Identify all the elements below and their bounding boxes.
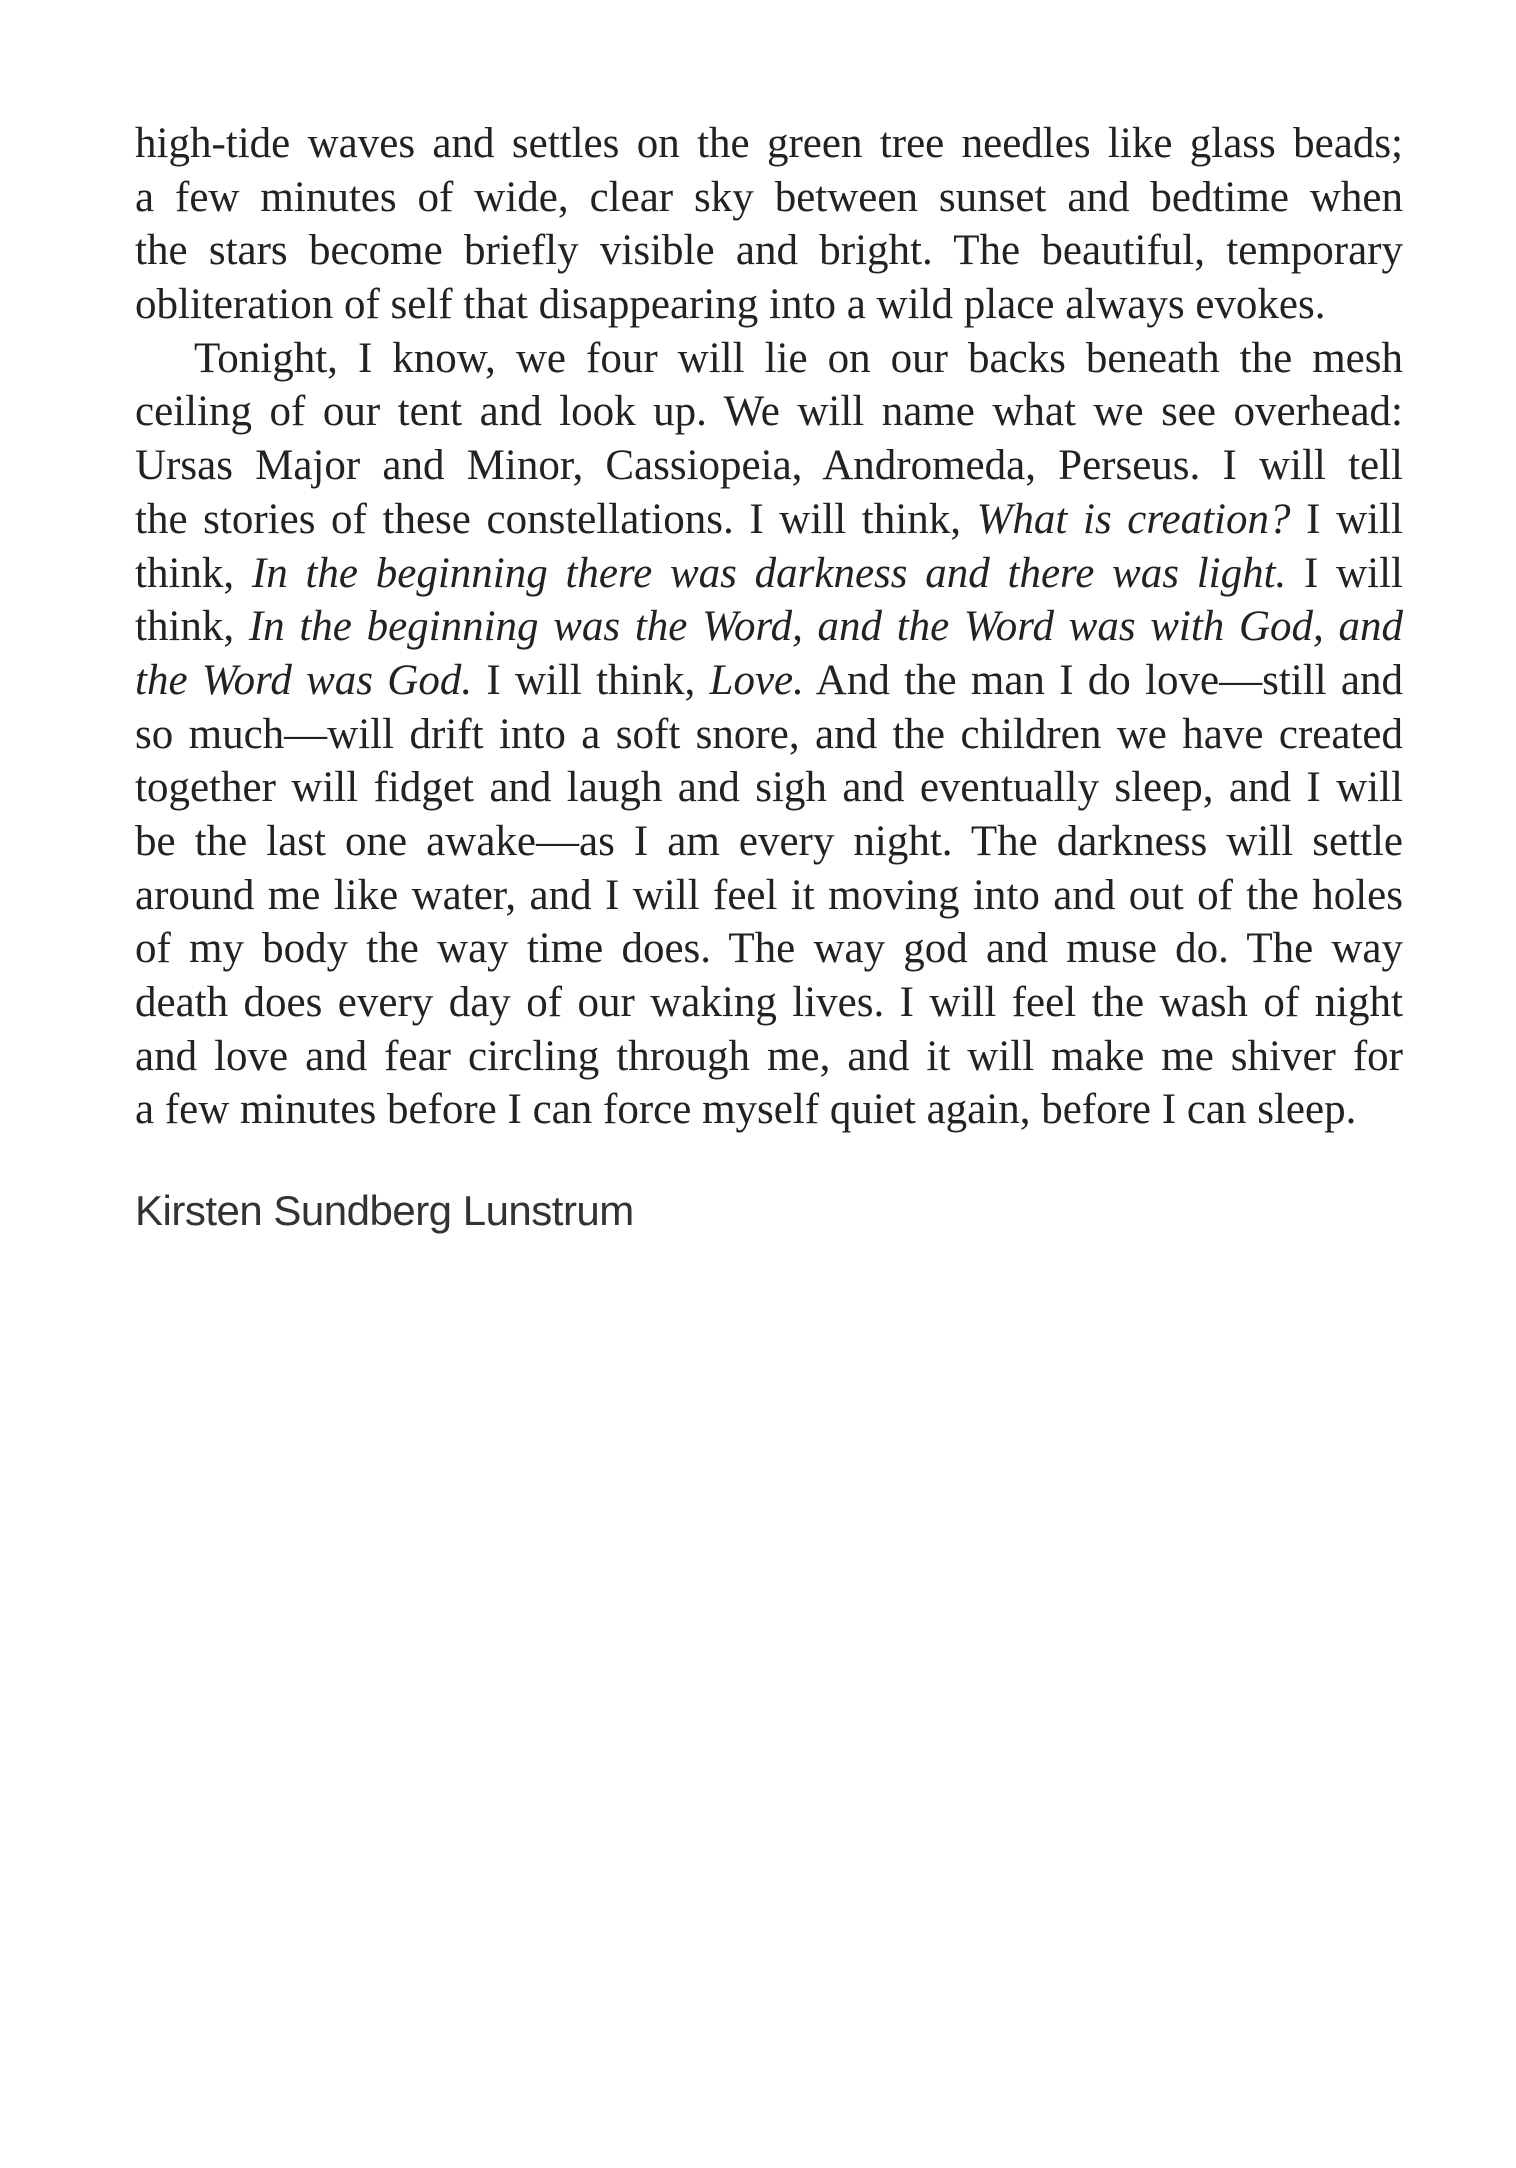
author-name: Kirsten Sundberg Lunstrum — [135, 1187, 634, 1234]
text-line: Ursas Major and Minor, Cassiopeia, Andromeda, Perseus. I will tell — [135, 442, 1403, 490]
text-line — [135, 654, 1403, 708]
text-run: I will — [1286, 549, 1403, 597]
text-line: around me like water, and I will feel it moving into and out of the holes — [135, 871, 1403, 919]
text-line: of my body the way time does. The way god and muse do. The way — [135, 925, 1403, 973]
italic-quote: In the beginning there was darkness and there was light. — [251, 549, 1287, 597]
essay-text — [135, 117, 1403, 1137]
text-run: think, — [135, 549, 252, 597]
text-run: And the man I do love—still and — [803, 656, 1403, 704]
paragraph-start-line: Tonight, I know, we four will lie on our backs beneath the mesh — [194, 334, 1403, 382]
text-line: and love and fear circling through me, and it will make me shiver for — [135, 1032, 1403, 1080]
text-line — [135, 600, 1403, 654]
text-run: I will — [1290, 495, 1403, 543]
italic-quote: the Word was God. — [135, 656, 473, 704]
text-line — [135, 493, 1403, 547]
text-line — [135, 547, 1403, 601]
italic-quote: In the beginning was the Word, and the Word was with God, and — [248, 603, 1403, 651]
text-run: think, — [135, 603, 249, 651]
text-run: the stories of these constellations. I will think, — [135, 495, 977, 543]
text-run: I will think, — [472, 656, 710, 704]
text-line: so much—will drift into a soft snore, and the children we have created — [135, 710, 1403, 758]
text-line: death does every day of our waking lives. I will feel the wash of night — [135, 979, 1403, 1026]
text-line: a few minutes before I can force myself quiet again, before I can sleep. — [135, 1086, 1357, 1134]
text-line: the stars become briefly visible and bright. The beautiful, temporary — [135, 227, 1403, 275]
text-line: ceiling of our tent and look up. We will name what we see overhead: — [135, 388, 1403, 436]
text-line: high-tide waves and settles on the green tree needles like glass beads; — [135, 120, 1403, 167]
text-line: a few minutes of wide, clear sky between sunset and bedtime when — [135, 173, 1403, 221]
text-line: obliteration of self that disappearing into a wild place always evokes. — [135, 281, 1326, 329]
italic-quote: What is creation? — [976, 495, 1291, 543]
text-line: together will fidget and laugh and sigh and eventually sleep, and I will — [135, 764, 1403, 812]
italic-quote: Love. — [709, 656, 804, 704]
text-line: be the last one awake—as I am every night. The darkness will settle — [135, 817, 1403, 865]
